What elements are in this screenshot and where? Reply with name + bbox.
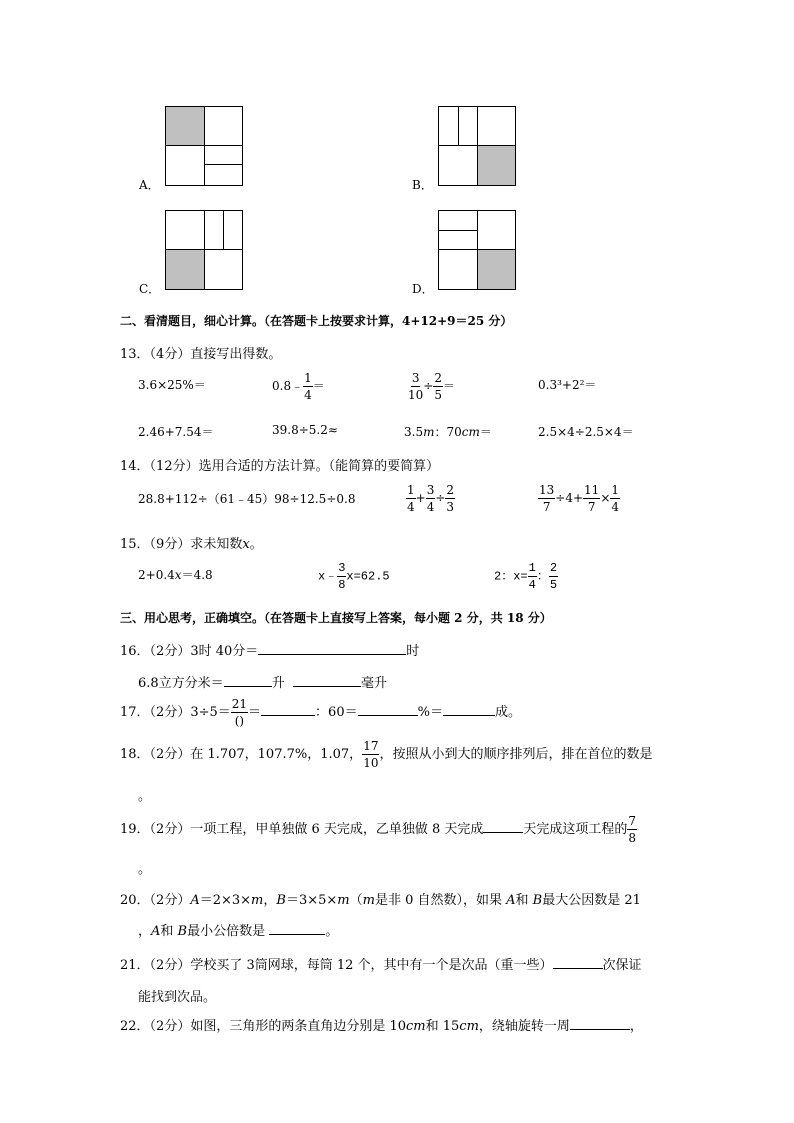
fraction: $\frac{11}{7}$ xyxy=(584,483,600,514)
figure-c xyxy=(165,210,243,290)
q18-line-2: 。 xyxy=(138,789,152,804)
fraction: $\frac{2}{5}$ xyxy=(434,371,442,402)
fraction: $\frac{17}{10}$ xyxy=(363,739,379,770)
q16-line-2: 6.8立方分米＝ 升 毫升 xyxy=(138,676,387,691)
q19-line-1: 19．（2分）一项工程，甲单独做 6 天完成，乙单独做 8 天完成 天完成这项工程的 $\frac{7}{8}$ xyxy=(120,814,637,845)
q14-expr-2: $\frac{1}{4}$ + $\frac{3}{4}$ ÷ $\frac{2}{3}$ xyxy=(407,483,455,514)
fraction: $\frac{13}{7}$ xyxy=(539,483,555,514)
answer-blank[interactable] xyxy=(443,703,495,716)
figure-b xyxy=(438,106,516,186)
q13-expr-4: 0.3³+2²＝ xyxy=(538,378,597,392)
figure-a xyxy=(165,106,243,186)
option-b-label[interactable]: B． xyxy=(412,178,433,192)
q17-line: 17．（2分）3÷5＝ $\frac{21}{()}$ ＝ ：60＝ %＝ 成。 xyxy=(120,697,521,728)
answer-blank[interactable] xyxy=(224,674,272,687)
q13-expr-7: 3.5m：70cm＝ xyxy=(404,425,492,439)
fraction: $\frac{1}{4}$ xyxy=(611,483,620,514)
answer-blank[interactable] xyxy=(483,820,523,833)
q18-line-1: 18．（2分）在 1.707，107.7%，1.07， $\frac{17}{10}$ ，按照从小到大的顺序排列后，排在首位的数是 xyxy=(120,739,653,770)
q13-expr-6: 39.8÷5.2≈ xyxy=(272,423,338,437)
q20-line-2: ，A和 B最小公倍数是 。 xyxy=(138,924,339,939)
option-a-label[interactable]: A． xyxy=(139,178,160,192)
fraction: $\frac{3}{8}$ xyxy=(338,561,346,592)
q15-expr-3: 2：x= $\frac{1}{4}$ ： $\frac{2}{5}$ xyxy=(494,561,558,592)
fraction: $\frac{2}{5}$ xyxy=(549,561,558,592)
answer-blank[interactable] xyxy=(570,1017,630,1030)
q13-expr-2: 0.8﹣ $\frac{1}{4}$ ＝ xyxy=(272,371,325,402)
q13-header: 13．（4分）直接写出得数。 xyxy=(120,347,282,362)
q16-line-1: 16．（2分）3时 40分＝ 时 xyxy=(120,644,420,659)
fraction: $\frac{1}{4}$ xyxy=(407,483,415,514)
q22-line-1: 22．（2分）如图，三角形的两条直角边分别是 10cm和 15cm，绕轴旋转一周 ， xyxy=(120,1019,643,1034)
option-d-label[interactable]: D． xyxy=(412,282,434,296)
q13-expr-8: 2.5×4÷2.5×4＝ xyxy=(538,425,634,439)
figure-d xyxy=(438,210,516,290)
fraction: $\frac{1}{4}$ xyxy=(304,371,312,402)
q21-line-1: 21．（2分）学校买了 3筒网球，每筒 12 个，其中有一个是次品（重一些） 次保证 xyxy=(120,958,642,973)
answer-blank[interactable] xyxy=(358,703,418,716)
q20-line-1: 20．（2分）A＝2×3×m，B＝3×5×m（m是非 0 自然数），如果 A和 B最大公因数是 21 xyxy=(120,893,641,908)
fraction: $\frac{7}{8}$ xyxy=(628,814,637,845)
q15-expr-2: x﹣ $\frac{3}{8}$ x=62.5 xyxy=(318,561,390,592)
q14-expr-1: 28.8+112÷（61﹣45）98÷12.5÷0.8 xyxy=(138,492,356,506)
answer-blank[interactable] xyxy=(293,674,361,687)
answer-blank[interactable] xyxy=(261,703,315,716)
section-3-title: 三、用心思考，正确填空。（在答题卡上直接写上答案，每小题 2 分，共 18 分） xyxy=(120,611,552,625)
section-2-title: 二、看清题目，细心计算。（在答题卡上按要求计算，4+12+9＝25 分） xyxy=(120,314,513,328)
q13-expr-3: $\frac{3}{10}$ ÷ $\frac{2}{5}$ ＝ xyxy=(408,371,455,402)
fraction: $\frac{2}{3}$ xyxy=(446,483,455,514)
q19-line-2: 。 xyxy=(138,862,152,877)
fraction: $\frac{21}{()}$ xyxy=(231,697,248,728)
option-c-label[interactable]: C． xyxy=(139,282,161,296)
fraction: $\frac{3}{10}$ xyxy=(408,371,424,402)
q15-header: 15．（9分）求未知数x。 xyxy=(120,537,263,552)
q15-expr-1: 2+0.4x＝4.8 xyxy=(138,568,213,582)
answer-blank[interactable] xyxy=(269,922,325,935)
q13-expr-5: 2.46+7.54＝ xyxy=(138,425,214,439)
fraction: $\frac{1}{4}$ xyxy=(528,561,536,592)
fraction: $\frac{3}{4}$ xyxy=(426,483,435,514)
q21-line-2: 能找到次品。 xyxy=(138,990,217,1005)
q14-expr-3: $\frac{13}{7}$ ÷4+ $\frac{11}{7}$ × $\frac{1}{4}$ xyxy=(539,483,620,514)
q13-expr-1: 3.6×25%＝ xyxy=(138,378,206,392)
answer-blank[interactable] xyxy=(258,642,406,655)
q14-header: 14．（12分）选用合适的方法计算。（能简算的要简算） xyxy=(120,459,440,474)
answer-blank[interactable] xyxy=(553,956,603,969)
